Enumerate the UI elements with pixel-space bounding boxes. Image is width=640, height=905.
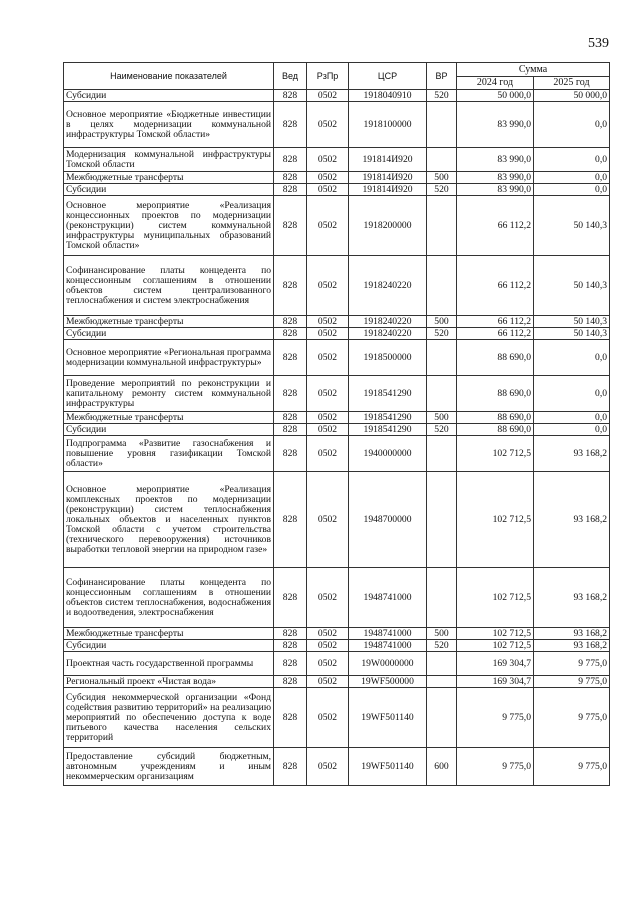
cell-2024: 83 990,0: [457, 184, 534, 196]
cell-rzpr: 0502: [307, 628, 349, 640]
cell-rzpr: 0502: [307, 256, 349, 316]
cell-csr: 1918541290: [349, 412, 427, 424]
cell-name: Проведение мероприятий по реконструкции и капитальному ремонту систем коммунальной инфраструктуры: [64, 376, 274, 412]
cell-2024: 9 775,0: [457, 748, 534, 786]
table-row: [64, 376, 610, 412]
cell-ved: 828: [274, 90, 307, 102]
table-row: [64, 172, 610, 184]
cell-vr: 520: [427, 184, 457, 196]
cell-2024: 88 690,0: [457, 412, 534, 424]
cell-name: Основное мероприятие «Бюджетные инвестиции в целях модернизации коммунальной инфраструктуры Томской области»: [64, 102, 274, 148]
cell-2024: 83 990,0: [457, 148, 534, 172]
table-row: [64, 184, 610, 196]
cell-2024: 102 712,5: [457, 640, 534, 652]
cell-rzpr: 0502: [307, 472, 349, 568]
cell-2024: 88 690,0: [457, 340, 534, 376]
cell-name: Межбюджетные трансферты: [64, 628, 274, 640]
cell-name: Субсидии: [64, 90, 274, 102]
cell-2024: 83 990,0: [457, 102, 534, 148]
cell-ved: 828: [274, 340, 307, 376]
cell-rzpr: 0502: [307, 340, 349, 376]
cell-2025: 0,0: [534, 424, 610, 436]
cell-csr: 1918500000: [349, 340, 427, 376]
cell-2025: 9 775,0: [534, 748, 610, 786]
cell-name: Основное мероприятие «Региональная программа модернизации коммунальной инфраструктуры»: [64, 340, 274, 376]
cell-vr: [427, 676, 457, 688]
budget-table: [63, 62, 610, 786]
cell-ved: 828: [274, 172, 307, 184]
header-csr: ЦСР: [349, 63, 427, 90]
cell-rzpr: 0502: [307, 412, 349, 424]
header-sum: Сумма: [457, 63, 610, 77]
cell-ved: 828: [274, 316, 307, 328]
cell-vr: [427, 652, 457, 676]
cell-vr: [427, 376, 457, 412]
cell-2025: 9 775,0: [534, 688, 610, 748]
table-row: [64, 316, 610, 328]
header-vr: ВР: [427, 63, 457, 90]
cell-name: Региональный проект «Чистая вода»: [64, 676, 274, 688]
cell-2024: 102 712,5: [457, 436, 534, 472]
table-row: [64, 436, 610, 472]
table-row: [64, 568, 610, 628]
cell-rzpr: 0502: [307, 90, 349, 102]
cell-vr: 500: [427, 172, 457, 184]
table-body: [64, 90, 610, 786]
cell-ved: 828: [274, 424, 307, 436]
cell-2024: 102 712,5: [457, 472, 534, 568]
table-row: [64, 652, 610, 676]
cell-name: Софинансирование платы концедента по концессионным соглашениям в отношении объектов систем централизованного теплоснабжения и систем электроснабжения: [64, 256, 274, 316]
cell-csr: 19WF501140: [349, 748, 427, 786]
cell-vr: [427, 688, 457, 748]
cell-2025: 93 168,2: [534, 628, 610, 640]
cell-csr: 191814И920: [349, 148, 427, 172]
cell-name: Основное мероприятие «Реализация комплексных проектов по модернизации (реконструкции) систем теплоснабжения локальных объектов и населенных пунктов Томской области с учетом строительства (технического перевооружения) источников выработки тепловой энергии на природном газе»: [64, 472, 274, 568]
cell-2025: 0,0: [534, 184, 610, 196]
cell-vr: [427, 256, 457, 316]
cell-2025: 50 140,3: [534, 256, 610, 316]
cell-csr: 1918200000: [349, 196, 427, 256]
cell-rzpr: 0502: [307, 748, 349, 786]
cell-vr: [427, 340, 457, 376]
cell-2024: 88 690,0: [457, 424, 534, 436]
cell-csr: 1948741000: [349, 628, 427, 640]
cell-rzpr: 0502: [307, 652, 349, 676]
cell-csr: 19WF500000: [349, 676, 427, 688]
header-name: Наименование показателей: [64, 63, 274, 90]
cell-rzpr: 0502: [307, 102, 349, 148]
cell-rzpr: 0502: [307, 328, 349, 340]
table-row: [64, 328, 610, 340]
cell-name: Субсидии: [64, 328, 274, 340]
cell-name: Субсидии: [64, 640, 274, 652]
cell-2025: 50 000,0: [534, 90, 610, 102]
cell-rzpr: 0502: [307, 688, 349, 748]
cell-name: Основное мероприятие «Реализация концессионных проектов по модернизации (реконструкции) систем коммунальной инфраструктуры муниципальных образований Томской области»: [64, 196, 274, 256]
cell-name: Предоставление субсидий бюджетным, автономным учреждениям и иным некоммерческим организациям: [64, 748, 274, 786]
cell-name: Межбюджетные трансферты: [64, 412, 274, 424]
cell-vr: 520: [427, 424, 457, 436]
cell-2025: 9 775,0: [534, 652, 610, 676]
cell-ved: 828: [274, 148, 307, 172]
cell-ved: 828: [274, 184, 307, 196]
cell-name: Модернизация коммунальной инфраструктуры Томской области: [64, 148, 274, 172]
cell-rzpr: 0502: [307, 376, 349, 412]
cell-vr: [427, 102, 457, 148]
cell-rzpr: 0502: [307, 436, 349, 472]
cell-vr: 520: [427, 640, 457, 652]
cell-csr: 1918541290: [349, 376, 427, 412]
cell-2024: 66 112,2: [457, 256, 534, 316]
cell-csr: 1918240220: [349, 256, 427, 316]
cell-2024: 9 775,0: [457, 688, 534, 748]
cell-csr: 1948741000: [349, 568, 427, 628]
cell-csr: 1918040910: [349, 90, 427, 102]
cell-vr: 520: [427, 90, 457, 102]
cell-2025: 50 140,3: [534, 328, 610, 340]
table-row: [64, 640, 610, 652]
table-row: [64, 472, 610, 568]
header-rzpr: РзПр: [307, 63, 349, 90]
cell-2024: 83 990,0: [457, 172, 534, 184]
cell-2024: 66 112,2: [457, 316, 534, 328]
cell-2025: 50 140,3: [534, 196, 610, 256]
table-header: [64, 63, 610, 90]
cell-name: Межбюджетные трансферты: [64, 172, 274, 184]
cell-ved: 828: [274, 640, 307, 652]
cell-ved: 828: [274, 196, 307, 256]
cell-vr: 500: [427, 412, 457, 424]
cell-name: Проектная часть государственной программы: [64, 652, 274, 676]
cell-csr: 1948700000: [349, 472, 427, 568]
cell-ved: 828: [274, 628, 307, 640]
cell-vr: [427, 568, 457, 628]
cell-csr: 1940000000: [349, 436, 427, 472]
cell-ved: 828: [274, 568, 307, 628]
cell-ved: 828: [274, 256, 307, 316]
cell-ved: 828: [274, 328, 307, 340]
cell-2024: 169 304,7: [457, 652, 534, 676]
cell-2025: 50 140,3: [534, 316, 610, 328]
cell-vr: [427, 196, 457, 256]
cell-2024: 169 304,7: [457, 676, 534, 688]
cell-rzpr: 0502: [307, 568, 349, 628]
table-row: [64, 256, 610, 316]
cell-ved: 828: [274, 472, 307, 568]
table-row: [64, 196, 610, 256]
cell-name: Межбюджетные трансферты: [64, 316, 274, 328]
cell-ved: 828: [274, 102, 307, 148]
cell-2025: 0,0: [534, 412, 610, 424]
cell-csr: 19WF501140: [349, 688, 427, 748]
cell-2025: 93 168,2: [534, 640, 610, 652]
header-2025: 2025 год: [534, 77, 610, 90]
cell-rzpr: 0502: [307, 316, 349, 328]
page-number: 539: [588, 36, 609, 51]
cell-name: Субсидии: [64, 424, 274, 436]
cell-csr: 1918240220: [349, 316, 427, 328]
header-ved: Вед: [274, 63, 307, 90]
cell-2025: 93 168,2: [534, 568, 610, 628]
cell-csr: 191814И920: [349, 172, 427, 184]
cell-2024: 66 112,2: [457, 328, 534, 340]
cell-ved: 828: [274, 688, 307, 748]
table-row: [64, 340, 610, 376]
cell-2025: 0,0: [534, 102, 610, 148]
table-row: [64, 412, 610, 424]
cell-2025: 93 168,2: [534, 472, 610, 568]
cell-csr: 19W0000000: [349, 652, 427, 676]
cell-2024: 50 000,0: [457, 90, 534, 102]
cell-csr: 191814И920: [349, 184, 427, 196]
cell-2025: 0,0: [534, 340, 610, 376]
cell-ved: 828: [274, 676, 307, 688]
table-row: [64, 102, 610, 148]
cell-rzpr: 0502: [307, 148, 349, 172]
table-row: [64, 676, 610, 688]
cell-vr: [427, 436, 457, 472]
cell-vr: [427, 472, 457, 568]
cell-rzpr: 0502: [307, 676, 349, 688]
cell-name: Софинансирование платы концедента по концессионным соглашениям в отношении объектов систем теплоснабжения, водоснабжения и водоотведения, электроснабжения: [64, 568, 274, 628]
header-2024: 2024 год: [457, 77, 534, 90]
table-row: [64, 90, 610, 102]
cell-vr: 520: [427, 328, 457, 340]
cell-csr: 1918541290: [349, 424, 427, 436]
cell-vr: 500: [427, 628, 457, 640]
cell-vr: 500: [427, 316, 457, 328]
cell-vr: [427, 148, 457, 172]
table-row: [64, 688, 610, 748]
cell-2025: 93 168,2: [534, 436, 610, 472]
cell-rzpr: 0502: [307, 640, 349, 652]
cell-csr: 1918100000: [349, 102, 427, 148]
cell-2025: 0,0: [534, 148, 610, 172]
cell-2025: 9 775,0: [534, 676, 610, 688]
cell-2025: 0,0: [534, 172, 610, 184]
cell-vr: 600: [427, 748, 457, 786]
cell-ved: 828: [274, 376, 307, 412]
cell-2024: 66 112,2: [457, 196, 534, 256]
cell-name: Подпрограмма «Развитие газоснабжения и повышение уровня газификации Томской области»: [64, 436, 274, 472]
cell-csr: 1948741000: [349, 640, 427, 652]
cell-2024: 88 690,0: [457, 376, 534, 412]
cell-name: Субсидия некоммерческой организации «Фонд содействия развитию территорий» на реализацию мероприятий по обеспечению доступа к воде питьевого качества населения сельских территорий: [64, 688, 274, 748]
cell-name: Субсидии: [64, 184, 274, 196]
table-row: [64, 748, 610, 786]
cell-ved: 828: [274, 412, 307, 424]
cell-2024: 102 712,5: [457, 628, 534, 640]
cell-ved: 828: [274, 436, 307, 472]
table-row: [64, 628, 610, 640]
table-row: [64, 148, 610, 172]
cell-ved: 828: [274, 652, 307, 676]
cell-csr: 1918240220: [349, 328, 427, 340]
cell-rzpr: 0502: [307, 424, 349, 436]
cell-2024: 102 712,5: [457, 568, 534, 628]
cell-rzpr: 0502: [307, 172, 349, 184]
cell-rzpr: 0502: [307, 184, 349, 196]
table-row: [64, 424, 610, 436]
cell-ved: 828: [274, 748, 307, 786]
cell-2025: 0,0: [534, 376, 610, 412]
cell-rzpr: 0502: [307, 196, 349, 256]
